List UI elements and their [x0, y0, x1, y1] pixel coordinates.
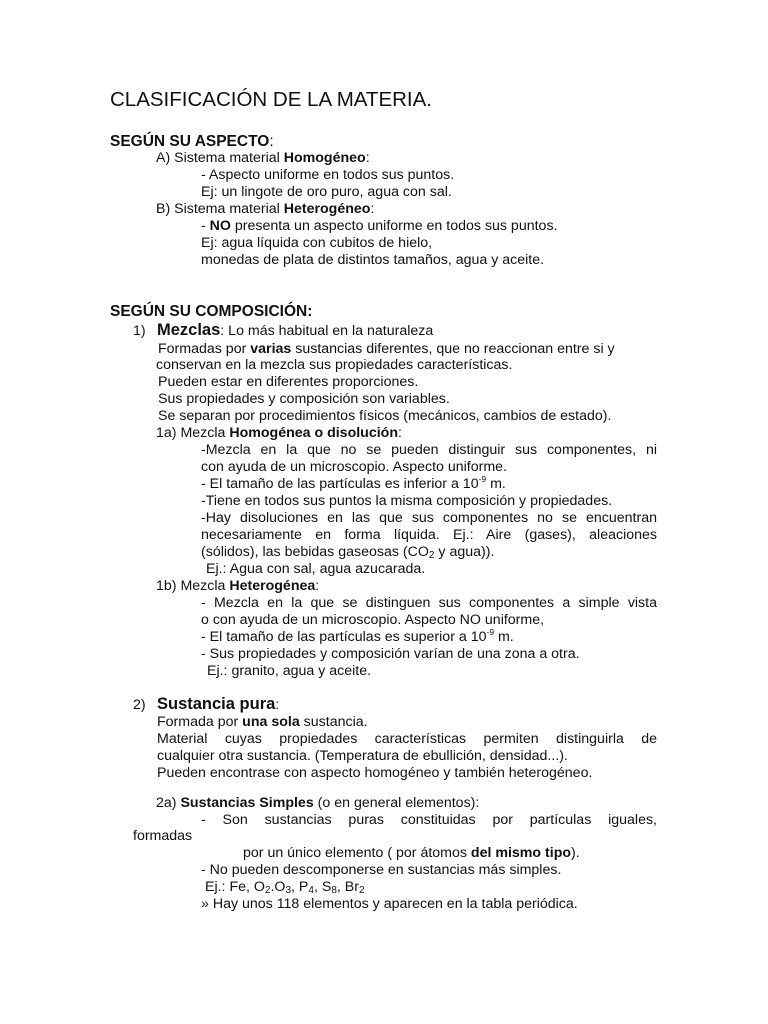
- item-name: Sustancia pura: [157, 695, 276, 713]
- text-part: Ej.: Fe, O: [205, 879, 265, 895]
- text-line: conservan en la mezcla sus propiedades características.: [156, 357, 513, 373]
- text-line: [201, 218, 557, 235]
- item-mezcla-heterogenea: [156, 578, 319, 595]
- item-bold: Heterogéneo: [283, 201, 371, 217]
- text-bold: varias: [250, 341, 292, 357]
- item-number: 1): [133, 323, 146, 339]
- text-line: Pueden estar en diferentes proporciones.: [158, 374, 419, 390]
- item-colon: :: [315, 578, 320, 594]
- text-part: Formada por: [157, 714, 243, 730]
- text-line: [158, 341, 615, 358]
- text-line: » Hay unos 118 elementos y aparecen en la tabla periódica.: [201, 896, 578, 912]
- superscript: -9: [486, 627, 495, 637]
- item-name: Mezclas: [157, 321, 221, 339]
- subscript: 2: [264, 885, 271, 896]
- text-line: [201, 544, 494, 561]
- document-title: CLASIFICACIÓN DE LA MATERIA.: [110, 88, 432, 111]
- text-line: Sus propiedades y composición son variables.: [158, 391, 450, 407]
- text-bold: NO: [209, 218, 231, 234]
- subscript: 2: [428, 550, 435, 561]
- text-line: [201, 476, 506, 493]
- text-part: ).: [571, 845, 580, 861]
- item-prefix: 2a): [156, 795, 181, 811]
- item-bold: Heterogénea: [229, 578, 316, 594]
- item-rest: (o en general elementos):: [313, 795, 480, 811]
- text-part: y agua)).: [434, 544, 495, 560]
- item-bold: Sustancias Simples: [180, 795, 314, 811]
- text-line: Ej.: Agua con sal, agua azucarada.: [206, 561, 426, 577]
- text-line: - Son sustancias puras constituidas por partículas iguales,: [201, 812, 657, 828]
- item-colon: :: [370, 201, 375, 217]
- text-line: Ej: agua líquida con cubitos de hielo,: [201, 235, 433, 251]
- section-heading-composicion: SEGÚN SU COMPOSICIÓN:: [110, 303, 313, 320]
- item-bold: Homogénea o disolución: [229, 425, 399, 441]
- text-line: Se separan por procedimientos físicos (mecánicos, cambios de estado).: [158, 408, 612, 424]
- text-line: cualquier otra sustancia. (Temperatura de ebullición, densidad...).: [157, 748, 568, 764]
- item-sustancia-pura: [157, 696, 279, 714]
- formula-examples: [205, 879, 365, 896]
- text-part: , Br: [336, 879, 359, 895]
- item-mezcla-homogenea: [156, 425, 402, 442]
- item-homogeneo: [156, 150, 370, 167]
- text-line: [201, 629, 514, 646]
- section-heading-aspecto: [110, 133, 274, 151]
- text-part: (sólidos), las bebidas gaseosas (CO: [201, 544, 429, 560]
- item-heterogeneo: [156, 201, 374, 218]
- text-line: -Tiene en todos sus puntos la misma composición y propiedades.: [201, 493, 613, 509]
- text-part: , P: [291, 879, 309, 895]
- text-line: [243, 845, 580, 862]
- heading-text: SEGÚN SU ASPECTO: [110, 133, 270, 150]
- heading-colon: :: [269, 133, 274, 150]
- text-part: sustancias diferentes, que no reaccionan entre si y: [291, 341, 615, 357]
- text-part: sustancia.: [299, 714, 368, 730]
- text-line: Pueden encontrase con aspecto homogéneo y también heterogéneo.: [157, 765, 593, 781]
- text-line: o con ayuda de un microscopio. Aspecto NO uniforme,: [201, 612, 545, 628]
- item-bold: Homogéneo: [283, 150, 366, 166]
- text-bold: del mismo tipo: [470, 845, 572, 861]
- text-line: -Mezcla en la que no se pueden distinguir sus componentes, ni: [201, 442, 657, 458]
- item-prefix: 1a) Mezcla: [156, 425, 230, 441]
- text-line: necesariamente en forma líquida. Ej.: Aire (gases), aleaciones: [201, 527, 657, 543]
- text-part: Formadas por: [158, 341, 251, 357]
- item-mezclas: [157, 322, 433, 340]
- text-line: [157, 714, 368, 731]
- text-line: -Hay disoluciones en las que sus componentes no se encuentran: [201, 510, 657, 526]
- subscript: 8: [331, 885, 337, 896]
- text-part: - El tamaño de las partículas es inferior a 10: [201, 476, 479, 492]
- text-part: m.: [486, 476, 506, 492]
- text-line: monedas de plata de distintos tamaños, agua y aceite.: [201, 252, 545, 268]
- text-line: - Mezcla en la que se distinguen sus componentes a simple vista: [201, 595, 657, 611]
- text-part: -: [201, 218, 210, 234]
- item-desc: : Lo más habitual en la naturaleza: [220, 323, 434, 339]
- text-line: - No pueden descomponerse en sustancias más simples.: [201, 862, 562, 878]
- text-part: presenta un aspecto uniforme en todos sus puntos.: [230, 218, 558, 234]
- subscript: 3: [285, 885, 292, 896]
- text-part: por un único elemento ( por átomos: [243, 845, 471, 861]
- superscript: -9: [478, 474, 487, 484]
- text-part: .O: [270, 879, 286, 895]
- item-colon: :: [398, 425, 402, 441]
- item-prefix: B) Sistema material: [156, 201, 284, 217]
- item-prefix: 1b) Mezcla: [156, 578, 230, 594]
- item-prefix: A) Sistema material: [156, 150, 284, 166]
- text-line: Material cuyas propiedades características permiten distinguirla de: [157, 731, 657, 747]
- text-line: - Aspecto uniforme en todos sus puntos.: [201, 167, 455, 183]
- item-number: 2): [133, 697, 146, 713]
- text-line: con ayuda de un microscopio. Aspecto uniforme.: [201, 459, 507, 475]
- text-part: m.: [494, 629, 514, 645]
- text-line: Ej.: granito, agua y aceite.: [207, 663, 372, 679]
- item-colon: :: [275, 697, 280, 713]
- item-sustancias-simples: [156, 795, 479, 812]
- text-part: , S: [313, 879, 332, 895]
- text-part: - El tamaño de las partículas es superior a 10: [201, 629, 487, 645]
- item-colon: :: [365, 150, 370, 166]
- text-line: formadas: [133, 828, 193, 844]
- subscript: 2: [358, 885, 365, 896]
- text-bold: una sola: [242, 714, 300, 730]
- text-line: Ej: un lingote de oro puro, agua con sal.: [201, 184, 452, 200]
- text-line: - Sus propiedades y composición varían de una zona a otra.: [201, 646, 580, 662]
- subscript: 4: [308, 885, 314, 896]
